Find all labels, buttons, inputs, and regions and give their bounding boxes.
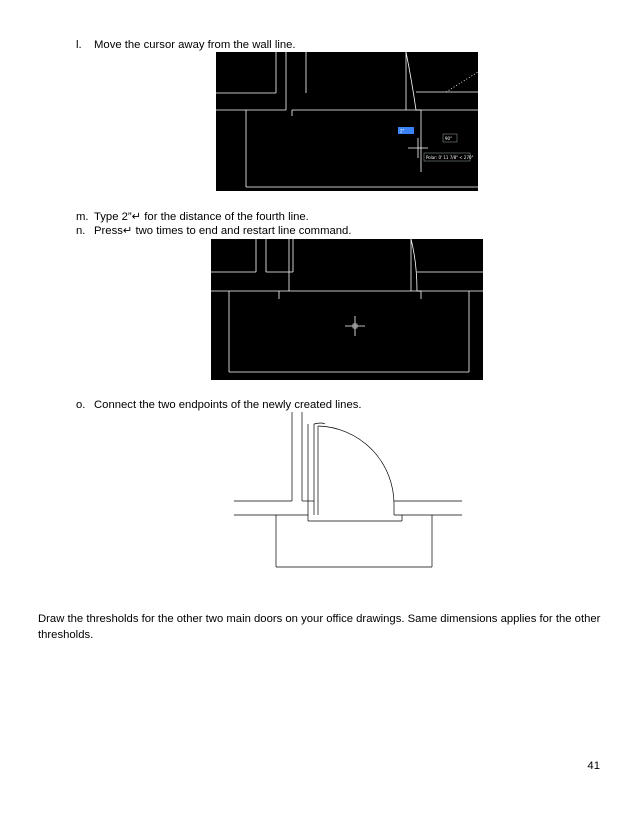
step-text: Connect the two endpoints of the newly created lines.: [94, 399, 362, 411]
angle-tooltip-text: 90°: [445, 136, 453, 141]
polar-tooltip-text: Polar: 0' 11 7/8" < 270°: [426, 155, 474, 160]
door-threshold-drawing: [230, 412, 465, 572]
instruction-paragraph: Draw the thresholds for the other two main doors on your office drawings. Same dimensions applies for the other thresholds.: [38, 613, 601, 641]
cad-screenshot-2: [211, 239, 483, 380]
polar-tooltip: [424, 153, 474, 161]
cad-input-box[interactable]: [398, 127, 414, 134]
step-text: Type 2”↵ for the distance of the fourth line.: [94, 211, 309, 223]
step-text: Move the cursor away from the wall line.: [94, 39, 296, 51]
page-number: 41: [587, 760, 600, 772]
step-o: [76, 398, 362, 412]
cad-input-value: 2": [400, 128, 405, 134]
step-marker: n.: [76, 225, 86, 237]
angle-tooltip: [443, 134, 457, 142]
step-text: Press↵ two times to end and restart line command.: [94, 225, 352, 237]
step-l: [76, 38, 296, 52]
step-n: [76, 224, 351, 238]
step-marker: l.: [76, 39, 82, 51]
step-m: [76, 210, 309, 224]
step-marker: m.: [76, 211, 89, 223]
step-marker: o.: [76, 399, 86, 411]
cad-screenshot-1: [216, 52, 478, 191]
